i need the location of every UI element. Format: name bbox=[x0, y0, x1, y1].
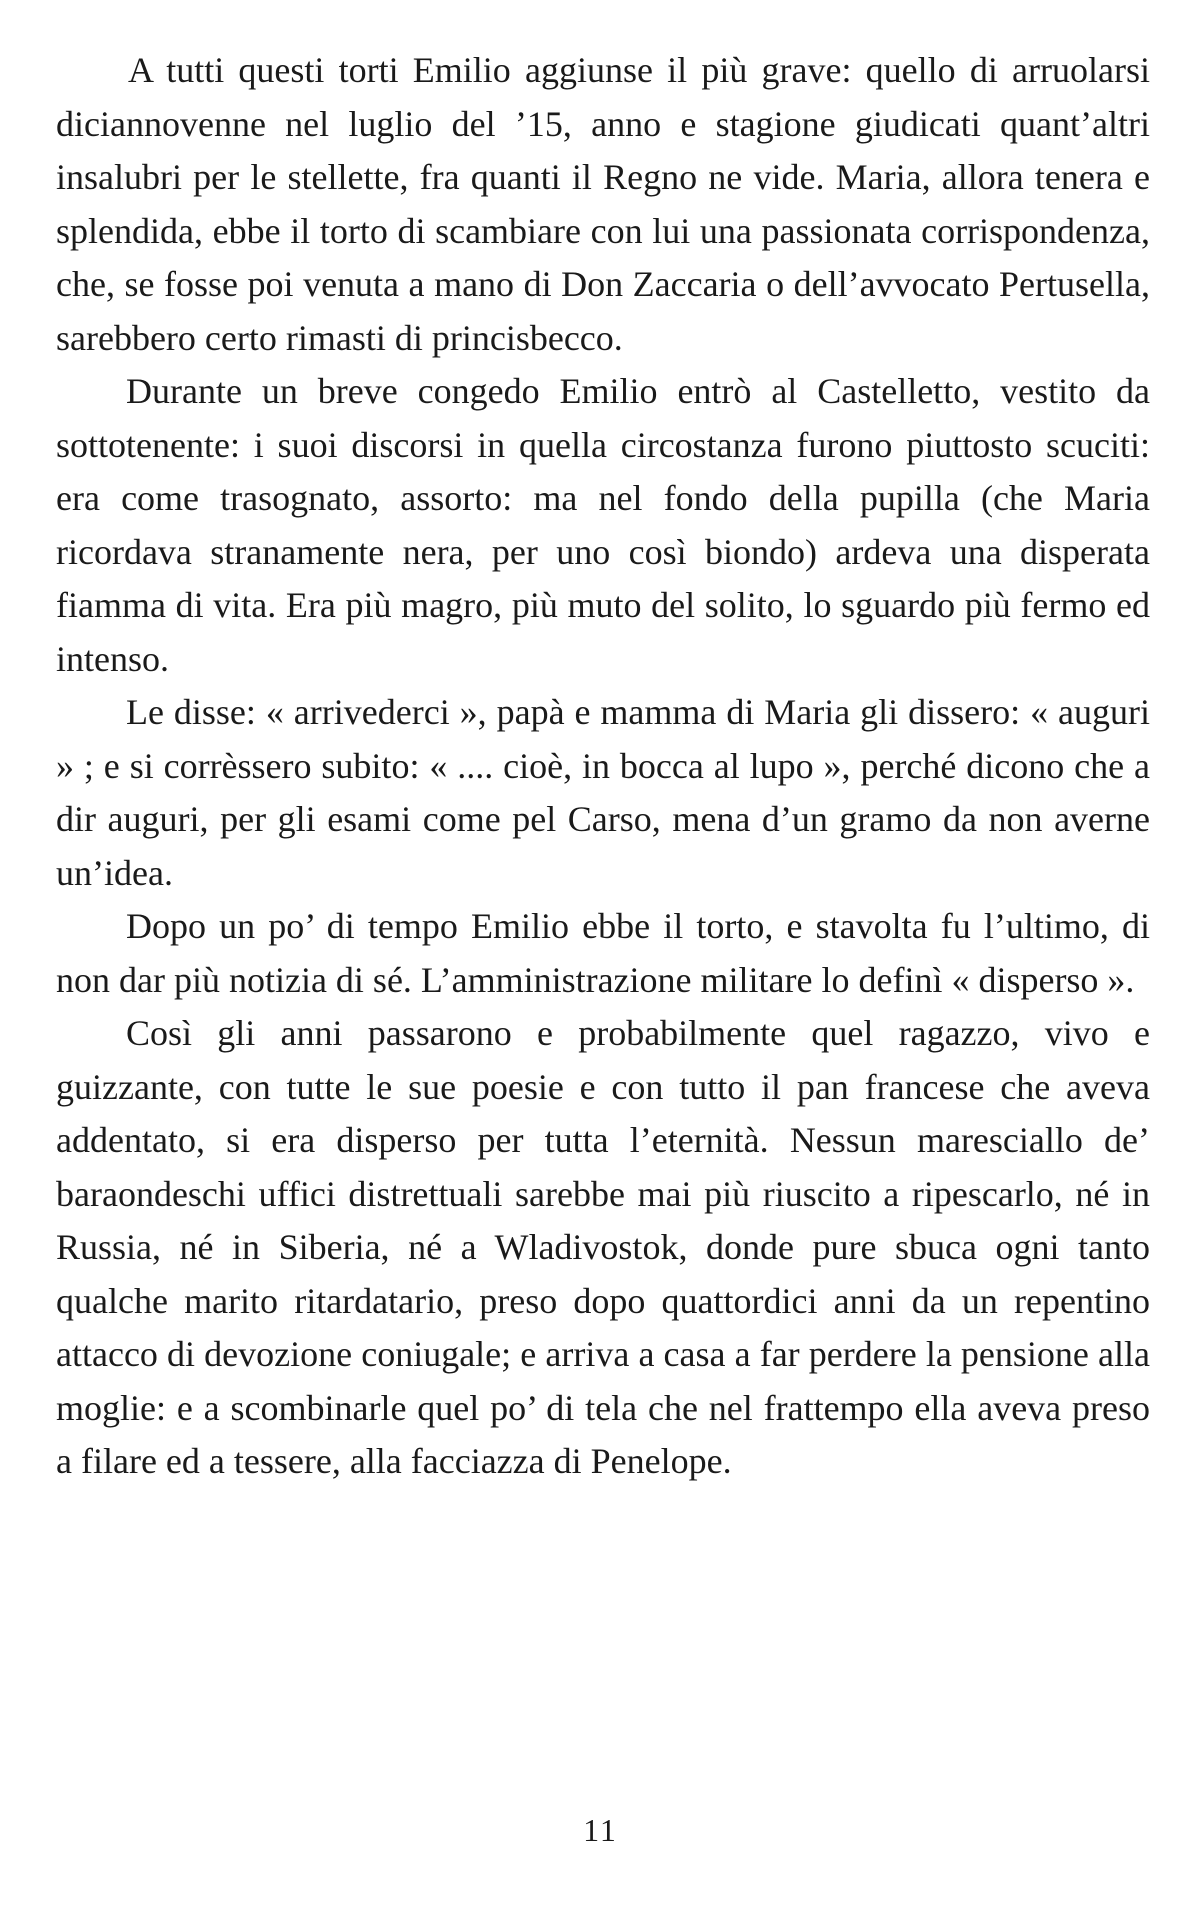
paragraph-1: A tutti questi torti Emilio aggiunse il più grave: quello di arruolarsi diciannovenne nel luglio del ’15, anno e stagione giudicati quant’altri insalubri per le stellette, fra quanti il Regno ne vide. Maria, allora tenera e splendida, ebbe il torto di scambiare con lui una passionata corrispondenza, che, se fosse poi venuta a mano di Don Zaccaria o dell’avvocato Pertusella, sarebbero certo rimasti di princisbecco. bbox=[56, 50, 1150, 358]
page-number: 11 bbox=[583, 1812, 618, 1848]
paragraph-3: Le disse: « arrivederci », papà e mamma di Maria gli dissero: « auguri » ; e si corrèssero subito: « .... cioè, in bocca al lupo », perché dicono che a dir auguri, per gli esami come pel Carso, mena d’un gramo da non averne un’idea. bbox=[56, 692, 1150, 893]
paragraph-5: Così gli anni passarono e probabilmente quel ragazzo, vivo e guizzante, con tutte le sue poesie e con tutto il pan francese che aveva addentato, si era disperso per tutta l’eternità. Nessun maresciallo de’ baraondeschi uffici distrettuali sarebbe mai più riuscito a ripescarlo, né in Russia, né in Siberia, né a Wladivostok, donde pure sbuca ogni tanto qualche marito ritardatario, preso dopo quattordici anni da un repentino attacco di devozione coniugale; e arriva a casa a far perdere la pensione alla moglie: e a scombinarle quel po’ di tela che nel frattempo ella aveva preso a filare ed a tessere, alla facciazza di Penelope. bbox=[56, 1013, 1150, 1481]
paragraph-2: Durante un breve congedo Emilio entrò al Castelletto, vestito da sottotenente: i suoi discorsi in quella circostanza furono piuttosto scuciti: era come trasognato, assorto: ma nel fondo della pupilla (che Maria ricordava stranamente nera, per uno così biondo) ardeva una disperata fiamma di vita. Era più magro, più muto del solito, lo sguardo più fermo ed intenso. bbox=[56, 371, 1150, 679]
paragraph-4: Dopo un po’ di tempo Emilio ebbe il torto, e stavolta fu l’ultimo, di non dar più notizia di sé. L’amministrazione militare lo definì « disperso ». bbox=[56, 906, 1150, 1000]
body-text bbox=[56, 44, 1150, 1489]
